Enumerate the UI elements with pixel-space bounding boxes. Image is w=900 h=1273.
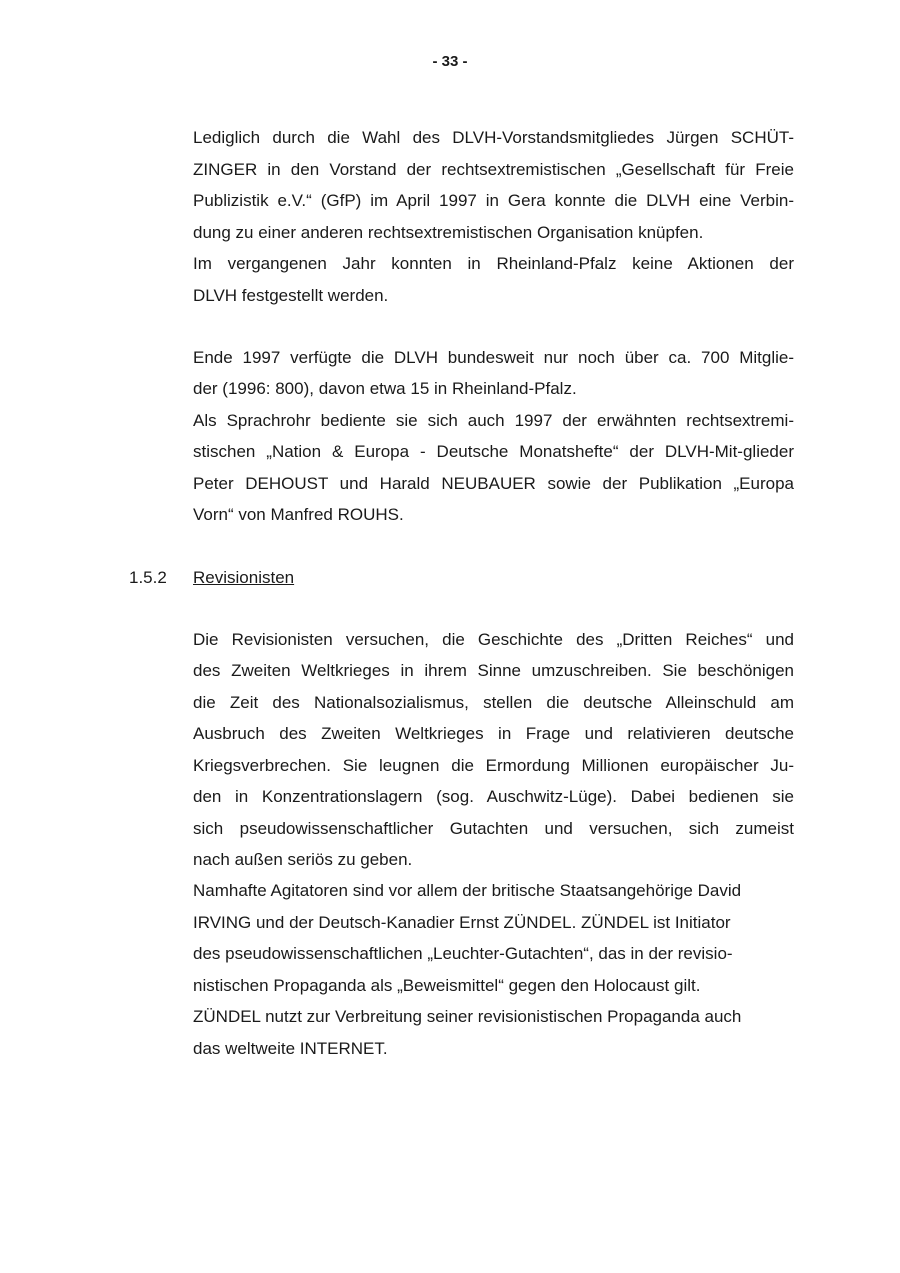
paragraph-line: nach außen seriös zu geben.	[193, 850, 413, 869]
paragraph-line: Lediglich durch die Wahl des DLVH-Vorstandsmitgliedes Jürgen SCHÜT-	[193, 128, 794, 147]
paragraph-line: sich pseudowissenschaftlicher Gutachten und versuchen, sich zumeist	[193, 819, 794, 838]
paragraph-line: Die Revisionisten versuchen, die Geschichte des „Dritten Reiches“ und	[193, 630, 794, 649]
paragraph-line: Ende 1997 verfügte die DLVH bundesweit nur noch über ca. 700 Mitglie-	[193, 348, 794, 367]
paragraph-line: der (1996: 800), davon etwa 15 in Rheinland-Pfalz.	[193, 379, 577, 398]
paragraph-line: ZINGER in den Vorstand der rechtsextremistischen „Gesellschaft für Freie	[193, 160, 794, 179]
paragraph-line: DLVH festgestellt werden.	[193, 286, 389, 305]
paragraph-line: Ausbruch des Zweiten Weltkrieges in Frage und relativieren deutsche	[193, 724, 794, 743]
paragraph-line: Publizistik e.V.“ (GfP) im April 1997 in Gera konnte die DLVH eine Verbin-	[193, 191, 794, 210]
paragraph-line: Namhafte Agitatoren sind vor allem der britische Staatsangehörige David	[193, 881, 742, 900]
paragraph-line: Im vergangenen Jahr konnten in Rheinland-Pfalz keine Aktionen der	[193, 254, 794, 273]
section-number: 1.5.2	[129, 568, 167, 587]
paragraph-line: den in Konzentrationslagern (sog. Auschwitz-Lüge). Dabei bedienen sie	[193, 787, 794, 806]
paragraph-line: Peter DEHOUST und Harald NEUBAUER sowie der Publikation „Europa	[193, 474, 794, 493]
paragraph-line: Kriegsverbrechen. Sie leugnen die Ermordung Millionen europäischer Ju-	[193, 756, 794, 775]
paragraph-line: das weltweite INTERNET.	[193, 1039, 388, 1058]
page-number: - 33 -	[432, 53, 468, 70]
paragraph-line: des Zweiten Weltkrieges in ihrem Sinne umzuschreiben. Sie beschönigen	[193, 661, 794, 680]
paragraph-line: Vorn“ von Manfred ROUHS.	[193, 505, 404, 524]
paragraph-line: ZÜNDEL nutzt zur Verbreitung seiner revisionistischen Propaganda auch	[193, 1007, 742, 1026]
paragraph-line: Als Sprachrohr bediente sie sich auch 1997 der erwähnten rechtsextremi-	[193, 411, 794, 430]
paragraph-line: dung zu einer anderen rechtsextremistischen Organisation knüpfen.	[193, 223, 704, 242]
paragraph-line: nistischen Propaganda als „Beweismittel“ gegen den Holocaust gilt.	[193, 976, 701, 995]
paragraph-line: IRVING und der Deutsch-Kanadier Ernst ZÜNDEL. ZÜNDEL ist Initiator	[193, 913, 731, 932]
paragraph-line: des pseudowissenschaftlichen „Leuchter-Gutachten“, das in der revisio-	[193, 944, 733, 963]
paragraph-line: stischen „Nation & Europa - Deutsche Monatshefte“ der DLVH-Mit-glieder	[193, 442, 794, 461]
section-title: Revisionisten	[193, 568, 295, 587]
paragraph-line: die Zeit des Nationalsozialismus, stellen die deutsche Alleinschuld am	[193, 693, 794, 712]
